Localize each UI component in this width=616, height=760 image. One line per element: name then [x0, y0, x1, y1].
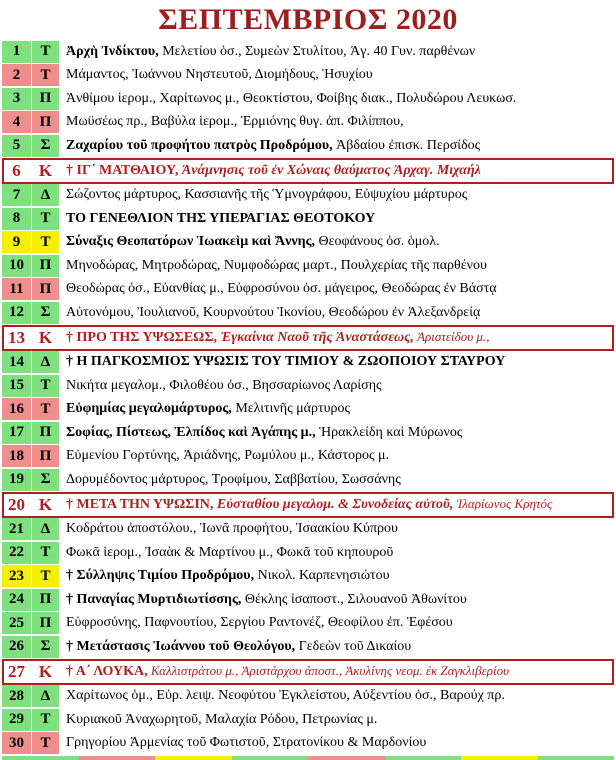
- saints-list: Μωϋσέως πρ., Βαβύλα ἱερομ., Ἑρμιόνης θυγ. ἀπ. Φιλίππου,: [66, 114, 404, 130]
- weekday-letter: Π: [32, 278, 60, 300]
- saints-text: [60, 255, 614, 277]
- weekday-letter: Τ: [32, 41, 60, 63]
- saints-list: Χαρίτωνος ὁμ., Εὐρ. λειψ. Νεοφύτου Ἐγκλείστου, Αὐξεντίου ὁσ., Βαρούχ πρ.: [66, 688, 505, 704]
- weekday-letter: Π: [32, 612, 60, 634]
- saints-text: [60, 208, 614, 230]
- day-number: 30: [2, 732, 32, 754]
- day-row: [2, 87, 614, 111]
- saints-text: [60, 660, 614, 683]
- saints-list: Μάμαντος, Ἰωάννου Νηστευτοῦ, Διομήδους, Ἡσυχίου: [66, 67, 373, 83]
- feast-title: † ΠΡΟ ΤΗΣ ΥΨΩΣΕΩΣ,: [66, 330, 218, 345]
- day-number: 1: [2, 41, 32, 63]
- saints-list: Γρηγορίου Ἀρμενίας τοῦ Φωτιστοῦ, Στρατονίκου & Μαρδονίου: [66, 735, 427, 751]
- day-number: 26: [2, 636, 32, 658]
- saints-list: Μελετίου ὁσ., Συμεὼν Στυλίτου, Ἁγ. 40 Γυν. παρθένων: [158, 43, 476, 59]
- day-row: [2, 301, 614, 325]
- day-number: 12: [2, 302, 32, 324]
- saints-text: [60, 565, 614, 587]
- saints-text: [60, 278, 614, 300]
- feast-title: † Μετάστασις Ἰωάννου τοῦ Θεολόγου,: [66, 638, 296, 654]
- day-row: [2, 231, 614, 255]
- weekday-letter: Π: [32, 422, 60, 444]
- saints-list: Εὐμενίου Γορτύνης, Ἀριάδνης, Ρωμύλου μ., Κάστορος μ.: [66, 448, 390, 464]
- day-row: [2, 134, 614, 158]
- weekday-letter: Π: [32, 445, 60, 467]
- day-number: 9: [2, 231, 32, 253]
- bottom-strip: [2, 756, 614, 760]
- saints-text: [60, 231, 614, 253]
- day-row: [2, 518, 614, 542]
- day-row: [2, 111, 614, 135]
- saints-text: [60, 542, 614, 564]
- saints-text: [60, 612, 614, 634]
- weekday-letter: Τ: [32, 208, 60, 230]
- saints-text: [60, 302, 614, 324]
- feast-title: † Σύλληψις Τιμίου Προδρόμου,: [66, 568, 255, 584]
- saints-list: Θέκλης ἰσαποστ., Σιλουανοῦ Ἀθωνίτου: [241, 591, 467, 607]
- weekday-letter: Τ: [32, 709, 60, 731]
- day-number: 17: [2, 422, 32, 444]
- day-row: [2, 708, 614, 732]
- day-row: [2, 64, 614, 88]
- saints-text: [60, 41, 614, 63]
- saints-text: [60, 326, 614, 349]
- day-number: 19: [2, 469, 32, 491]
- weekday-letter: Κ: [32, 494, 60, 516]
- day-row: [2, 398, 614, 422]
- day-number: 8: [2, 208, 32, 230]
- weekday-letter: Σ: [32, 469, 60, 491]
- saints-list: Θεοφάνους ὁσ. ὁμολ.: [315, 234, 440, 250]
- saints-text: [60, 709, 614, 731]
- day-number: 15: [2, 375, 32, 397]
- day-number: 6: [2, 160, 32, 182]
- weekday-letter: Δ: [32, 184, 60, 206]
- day-number: 16: [2, 398, 32, 420]
- page-title: ΣΕΠΤΕΜΒΡΙΟΣ 2020: [158, 3, 458, 36]
- feast-title: † ΜΕΤΑ ΤΗΝ ΥΨΩΣΙΝ,: [66, 497, 214, 512]
- saints-text: [60, 135, 614, 157]
- saints-list: Εὐσταθίου μεγαλομ. & Συνοδείας αὐτοῦ,: [213, 497, 454, 512]
- day-number: 7: [2, 184, 32, 206]
- feast-title: Σοφίας, Πίστεως, Ἐλπίδος καὶ Ἀγάπης μ.,: [66, 424, 316, 440]
- saints-list: Γεδεὼν τοῦ Δικαίου: [295, 638, 412, 654]
- weekday-letter: Τ: [32, 398, 60, 420]
- saints-text: [60, 160, 614, 182]
- saints-text: [60, 111, 614, 133]
- day-number: 13: [2, 327, 32, 349]
- saints-list-extra: Ἀριστείδου μ.,: [413, 329, 490, 344]
- weekday-letter: Κ: [32, 327, 60, 349]
- feast-title: † ΙΓ΄ ΜΑΤΘΑΙΟΥ,: [66, 162, 179, 178]
- weekday-letter: Τ: [32, 732, 60, 754]
- day-row: [2, 158, 614, 184]
- feast-title: Ἀρχὴ Ἰνδίκτου,: [66, 43, 159, 59]
- weekday-letter: Π: [32, 255, 60, 277]
- day-row: [2, 588, 614, 612]
- saints-list: Καλλιστράτου μ., Ἀριστάρχου ἀποστ., Ἀκυλίνης νεομ. ἐκ Ζαγκλιβερίου: [147, 663, 510, 678]
- saints-text: [60, 636, 614, 658]
- day-number: 27: [2, 661, 32, 683]
- weekday-letter: Τ: [32, 375, 60, 397]
- weekday-letter: Σ: [32, 135, 60, 157]
- saints-text: [60, 469, 614, 491]
- day-number: 18: [2, 445, 32, 467]
- day-row: [2, 685, 614, 709]
- day-row: [2, 421, 614, 445]
- saints-text: [60, 493, 614, 516]
- saints-text: [60, 589, 614, 611]
- day-row: [2, 635, 614, 659]
- saints-text: [60, 88, 614, 110]
- saints-text: [60, 685, 614, 707]
- weekday-letter: Τ: [32, 64, 60, 86]
- saints-list: Σώζοντος μάρτυρος, Κασσιανῆς τῆς Ὑμνογράφου, Εὐψυχίου μάρτυρος: [66, 187, 468, 203]
- saints-text: [60, 351, 614, 373]
- day-number: 14: [2, 351, 32, 373]
- day-row: [2, 468, 614, 492]
- feast-title: ΤΟ ΓΕΝΕΘΛΙΟΝ ΤΗΣ ΥΠΕΡΑΓΙΑΣ ΘΕΟΤΟΚΟΥ: [66, 210, 376, 226]
- saints-list: Μηνοδώρας, Μητροδώρας, Νυμφοδώρας μαρτ., Πουλχερίας τῆς παρθένου: [66, 257, 487, 273]
- saints-list: Ἡρακλείδη καὶ Μύρωνος: [315, 424, 463, 440]
- weekday-letter: Τ: [32, 542, 60, 564]
- day-number: 20: [2, 494, 32, 516]
- day-row: [2, 40, 614, 64]
- saints-list-extra: Ἱλαρίωνος Κρητός: [453, 496, 553, 511]
- day-number: 21: [2, 518, 32, 540]
- feast-title: Σύναξις Θεοπατόρων Ἰωακεὶμ καὶ Ἄννης,: [66, 234, 316, 250]
- feast-title: Εὐφημίας μεγαλομάρτυρος,: [66, 401, 232, 417]
- day-row: [2, 612, 614, 636]
- saints-text: [60, 422, 614, 444]
- saints-list: Μελιτινῆς μάρτυρος: [231, 401, 351, 417]
- day-number: 23: [2, 565, 32, 587]
- saints-text: [60, 518, 614, 540]
- saints-list: Ἀβδαίου ἐπισκ. Περσίδος: [332, 137, 481, 153]
- day-row: [2, 565, 614, 589]
- weekday-letter: Δ: [32, 518, 60, 540]
- day-row: [2, 278, 614, 302]
- weekday-letter: Π: [32, 111, 60, 133]
- day-number: 5: [2, 135, 32, 157]
- saints-list: Εὐφροσύνης, Παφνουτίου, Σεργίου Ραντονέζ, Θεοφίλου ἐπ. Ἐφέσου: [66, 615, 453, 631]
- day-row: [2, 374, 614, 398]
- day-number: 24: [2, 589, 32, 611]
- day-number: 28: [2, 685, 32, 707]
- weekday-letter: Κ: [32, 661, 60, 683]
- day-number: 10: [2, 255, 32, 277]
- day-number: 22: [2, 542, 32, 564]
- weekday-letter: Π: [32, 589, 60, 611]
- saints-list: Ἀνάμνησις τοῦ ἐν Χώναις θαύματος Ἀρχαγ. Μιχαήλ: [178, 162, 481, 178]
- saints-list: Ἐγκαίνια Ναοῦ τῆς Ἀναστάσεως,: [217, 330, 414, 345]
- day-row: [2, 445, 614, 469]
- day-row: [2, 659, 614, 685]
- saints-text: [60, 184, 614, 206]
- calendar-list: [2, 40, 614, 755]
- day-number: 2: [2, 64, 32, 86]
- weekday-letter: Τ: [32, 565, 60, 587]
- weekday-letter: Δ: [32, 351, 60, 373]
- saints-text: [60, 732, 614, 754]
- feast-title: Ζαχαρίου τοῦ προφήτου πατρὸς Προδρόμου,: [66, 137, 333, 153]
- saints-list: Αὐτονόμου, Ἰουλιανοῦ, Κουρνούτου Ἰκονίου, Θεοδώρου ἐν Ἀλεξανδρείᾳ: [66, 304, 481, 320]
- day-number: 3: [2, 88, 32, 110]
- saints-list: Κυριακοῦ Ἀναχωρητοῦ, Μαλαχία Ρόδου, Πετρωνίας μ.: [66, 711, 378, 727]
- feast-title: † Η ΠΑΓΚΟΣΜΙΟΣ ΥΨΩΣΙΣ ΤΟΥ ΤΙΜΙΟΥ & ΖΩΟΠΟΙΟΥ ΣΤΑΥΡΟΥ: [66, 354, 506, 370]
- weekday-letter: Τ: [32, 231, 60, 253]
- saints-list: Θεοδώρας ὁσ., Εὐανθίας μ., Εὐφροσύνου ὁσ. μάγειρος, Θεοδώρας ἐν Βάστᾳ: [66, 281, 497, 297]
- saints-text: [60, 375, 614, 397]
- weekday-letter: Δ: [32, 685, 60, 707]
- weekday-letter: Σ: [32, 302, 60, 324]
- day-row: [2, 541, 614, 565]
- day-row: [2, 254, 614, 278]
- weekday-letter: Π: [32, 88, 60, 110]
- saints-list: Νικολ. Καρπενησιώτου: [254, 568, 390, 584]
- day-number: 25: [2, 612, 32, 634]
- day-number: 4: [2, 111, 32, 133]
- day-row: [2, 207, 614, 231]
- saints-list: Κοδράτου ἀποστόλου., Ἰωνᾶ προφήτου, Ἰσαακίου Κύπρου: [66, 521, 398, 537]
- day-row: [2, 351, 614, 375]
- saints-text: [60, 398, 614, 420]
- feast-title: † Α΄ ΛΟΥΚΑ,: [66, 664, 148, 679]
- saints-list: Δορυμέδοντος μάρτυρος, Τροφίμου, Σαββατίου, Σωσσάνης: [66, 471, 401, 487]
- weekday-letter: Σ: [32, 636, 60, 658]
- day-row: [2, 325, 614, 351]
- saints-list: Νικήτα μεγαλομ., Φιλοθέου ὁσ., Βησσαρίωνος Λαρίσης: [66, 377, 382, 393]
- day-row: [2, 184, 614, 208]
- day-number: 29: [2, 709, 32, 731]
- saints-text: [60, 445, 614, 467]
- saints-text: [60, 64, 614, 86]
- feast-title: † Παναγίας Μυρτιδιωτίσσης,: [66, 591, 242, 607]
- day-row: [2, 492, 614, 518]
- saints-list: Ἀνθίμου ἱερομ., Χαρίτωνος μ., Θεοκτίστου, Φοίβης διακ., Πολυδώρου Λευκωσ.: [66, 90, 517, 106]
- saints-list: Φωκᾶ ἱερομ., Ἰσαὰκ & Μαρτίνου μ., Φωκᾶ τοῦ κηπουροῦ: [66, 544, 394, 560]
- day-number: 11: [2, 278, 32, 300]
- weekday-letter: Κ: [32, 160, 60, 182]
- day-row: [2, 732, 614, 756]
